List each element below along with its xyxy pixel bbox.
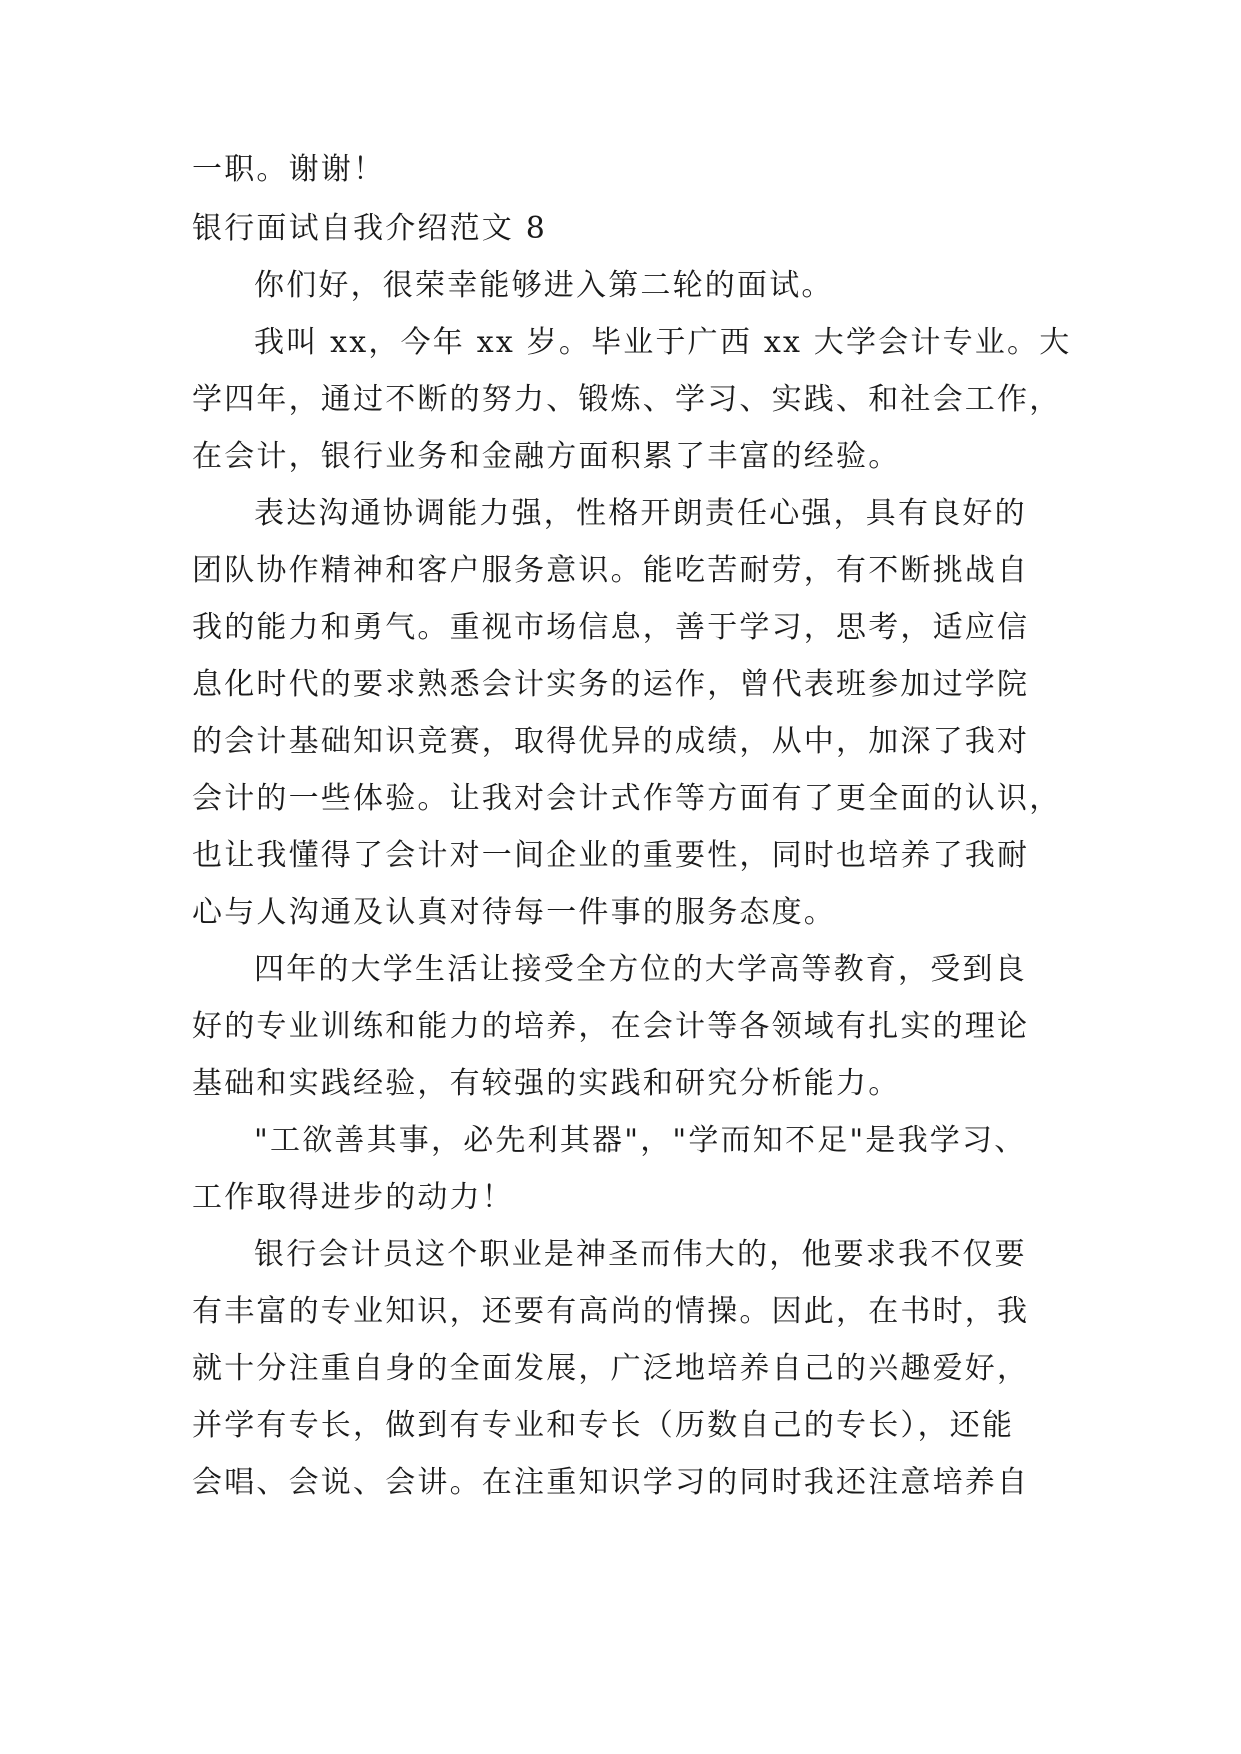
- text-line: 会计的一些体验。让我对会计式作等方面有了更全面的认识，: [192, 781, 1062, 816]
- text-line: 你们好，很荣幸能够进入第二轮的面试。: [254, 268, 834, 303]
- text-line: 心与人沟通及认真对待每一件事的服务态度。: [192, 895, 836, 930]
- text-line: 并学有专长，做到有专业和专长（历数自己的专长），还能: [192, 1408, 1015, 1443]
- text-line: "工欲善其事，必先利其器"，"学而知不足"是我学习、: [254, 1123, 1027, 1158]
- text-line: 会唱、会说、会讲。在注重知识学习的同时我还注意培养自: [192, 1465, 1030, 1500]
- text-line: 在会计，银行业务和金融方面积累了丰富的经验。: [192, 439, 901, 474]
- text-line: 银行会计员这个职业是神圣而伟大的，他要求我不仅要: [254, 1237, 1027, 1272]
- text-line: 表达沟通协调能力强，性格开朗责任心强，具有良好的: [254, 496, 1027, 531]
- text-line: 息化时代的要求熟悉会计实务的运作，曾代表班参加过学院: [192, 667, 1030, 702]
- text-line: 我叫 xx，今年 xx 岁。毕业于广西 xx 大学会计专业。大: [254, 325, 1072, 360]
- text-line: 我的能力和勇气。重视市场信息，善于学习，思考，适应信: [192, 610, 1030, 645]
- text-line: 就十分注重自身的全面发展，广泛地培养自己的兴趣爱好，: [192, 1351, 1030, 1386]
- text-line: 一职。谢谢！: [192, 152, 386, 187]
- text-line: 好的专业训练和能力的培养，在会计等各领域有扎实的理论: [192, 1009, 1030, 1044]
- text-line: 学四年，通过不断的努力、锻炼、学习、实践、和社会工作，: [192, 382, 1062, 417]
- text-line: 基础和实践经验，有较强的实践和研究分析能力。: [192, 1066, 901, 1101]
- text-line: 工作取得进步的动力！: [192, 1180, 514, 1215]
- text-line: 也让我懂得了会计对一间企业的重要性，同时也培养了我耐: [192, 838, 1030, 873]
- text-line: 的会计基础知识竞赛，取得优异的成绩，从中，加深了我对: [192, 724, 1030, 759]
- text-line: 四年的大学生活让接受全方位的大学高等教育，受到良: [254, 952, 1027, 987]
- text-line: 有丰富的专业知识，还要有高尚的情操。因此，在书时，我: [192, 1294, 1030, 1329]
- section-heading: 银行面试自我介绍范文 8: [192, 211, 548, 246]
- text-line: 团队协作精神和客户服务意识。能吃苦耐劳，有不断挑战自: [192, 553, 1030, 588]
